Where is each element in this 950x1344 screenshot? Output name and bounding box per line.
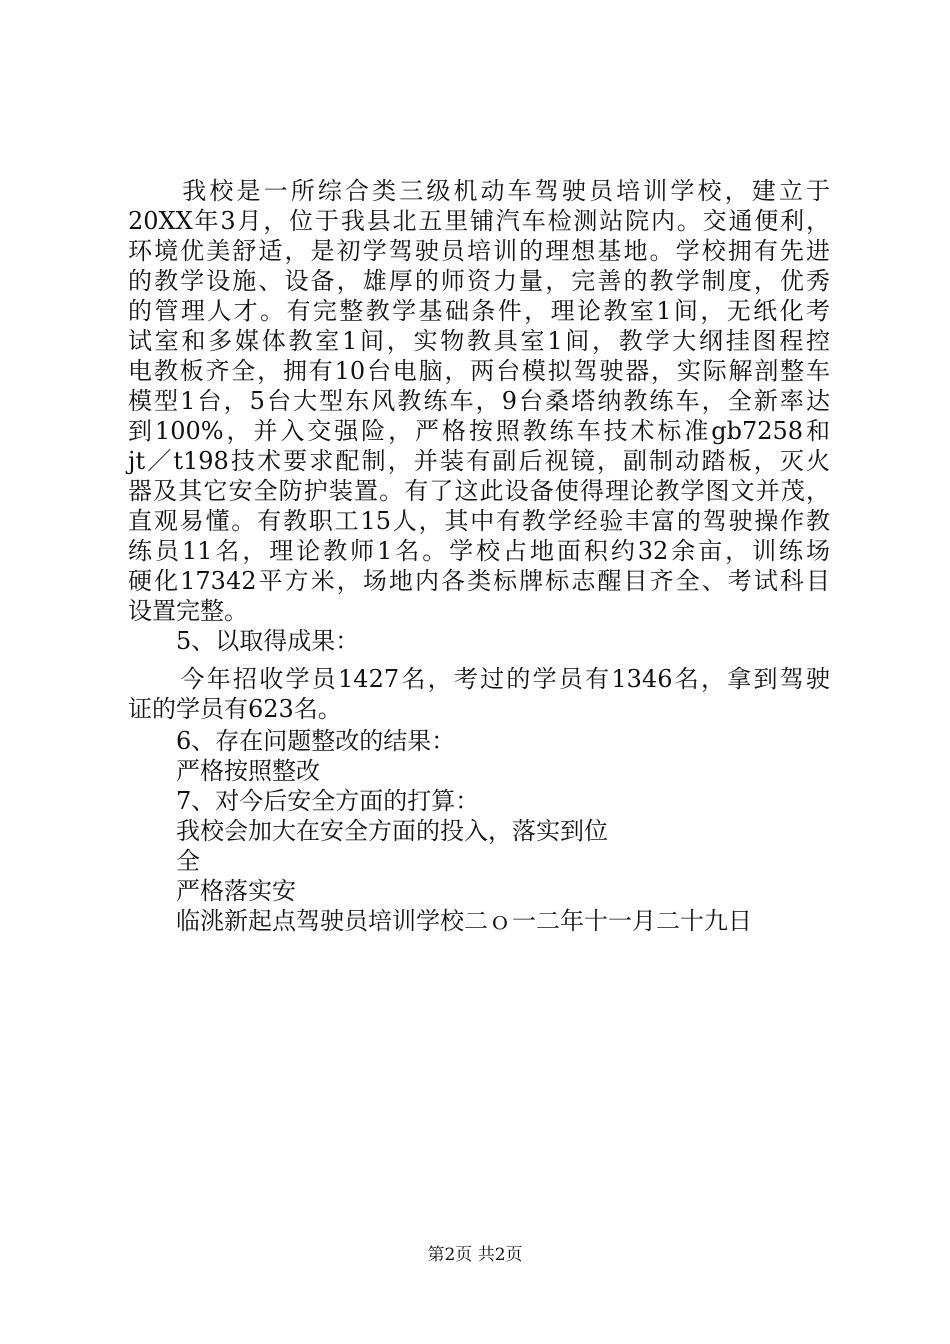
paragraph-line-6: 试室和多媒体教室1间，实物教具室1间，教学大纲挂图程控 [128, 327, 830, 355]
section-7-line-1: 我校会加大在安全方面的投入，落实到位 [128, 817, 608, 845]
paragraph-line-14: 硬化17342平方米，场地内各类标牌标志醒目齐全、考试科目 [128, 567, 830, 595]
section-5-heading: 5、以取得成果： [128, 627, 360, 655]
paragraph-line-2: 20XX年3月，位于我县北五里铺汽车检测站院内。交通便利， [128, 207, 830, 235]
paragraph-line-13: 练员11名，理论教师1名。学校占地面积约32余亩，训练场 [128, 537, 830, 565]
paragraph-line-1: 我校是一所综合类三级机动车驾驶员培训学校，建立于 [128, 177, 830, 205]
paragraph-line-3: 环境优美舒适，是初学驾驶员培训的理想基地。学校拥有先进 [128, 237, 830, 265]
page-number-footer: 第2页 共2页 [427, 1245, 523, 1265]
paragraph-line-9: 到100%，并入交强险，严格按照教练车技术标准gb7258和 [128, 417, 830, 445]
paragraph-line-12: 直观易懂。有教职工15人，其中有教学经验丰富的驾驶操作教 [128, 507, 830, 535]
paragraph-line-4: 的教学设施、设备，雄厚的师资力量，完善的教学制度，优秀 [128, 267, 830, 295]
paragraph-line-11: 器及其它安全防护装置。有了这此设备使得理论教学图文并茂， [128, 477, 830, 505]
paragraph-line-5: 的管理人才。有完整教学基础条件，理论教室1间，无纸化考 [128, 297, 830, 325]
paragraph-line-8: 模型1台，5台大型东风教练车，9台桑塔纳教练车，全新率达 [128, 387, 830, 415]
paragraph-line-10: jt／t198技术要求配制，并装有副后视镜，副制动踏板，灭火 [128, 447, 830, 475]
section-6-body: 严格按照整改 [128, 757, 320, 785]
section-5-body-line-2: 证的学员有623名。 [128, 695, 342, 723]
section-7-line-2: 全 [128, 847, 200, 875]
section-7-line-3: 严格落实安 [128, 877, 296, 905]
paragraph-line-15: 设置完整。 [128, 597, 248, 625]
section-5-body-line-1: 今年招收学员1427名，考过的学员有1346名，拿到驾驶 [128, 665, 830, 693]
signature-line: 临洮新起点驾驶员培训学校二ｏ一二年十一月二十九日 [128, 907, 752, 935]
paragraph-line-7: 电教板齐全，拥有10台电脑，两台模拟驾驶器，实际解剖整车 [128, 357, 830, 385]
section-7-heading: 7、对今后安全方面的打算： [128, 787, 480, 815]
section-6-heading: 6、存在问题整改的结果： [128, 727, 456, 755]
